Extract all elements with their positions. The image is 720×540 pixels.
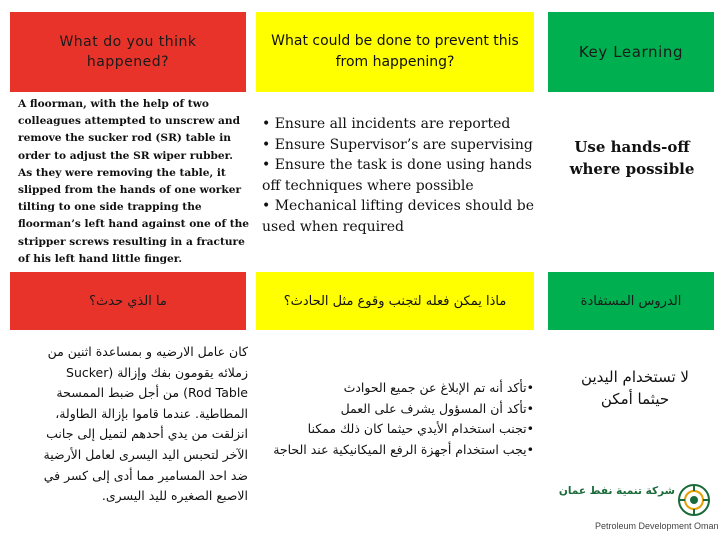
text-line: المطاطية. عندما قاموا بإزالة الطاولة، <box>55 405 248 421</box>
text-line: كان عامل الارضيه و بمساعدة اثنين من <box>47 344 248 359</box>
text-line: colleagues attempted to unscrew and <box>18 115 240 128</box>
text-line: الاصبع الصغيره لليد اليسرى. <box>101 488 248 504</box>
bullet-line: off techniques where possible <box>262 177 474 194</box>
bullet-line: used when required <box>262 218 405 235</box>
english-key-learning <box>552 136 712 180</box>
company-logo <box>558 479 719 537</box>
text-line: ضد احد المسامير مما أدى إلى كسر في <box>43 467 248 483</box>
header-what-happened <box>10 12 246 92</box>
learning-line: لا تستخدام اليدين <box>581 368 689 386</box>
bullet-line: • Ensure all incidents are reported <box>262 116 511 132</box>
text-line: Rod Table) من أجل ضبط الممسحة <box>56 385 248 401</box>
text-line: floorman’s left hand against one of the <box>18 218 250 231</box>
learning-line: حيثما أمكن <box>600 390 670 408</box>
header-prevention-label: What could be done to prevent this from happening? <box>271 33 519 70</box>
arabic-prevention-list <box>258 378 534 460</box>
learning-line: where possible <box>569 160 695 178</box>
english-prevention-list <box>262 114 534 237</box>
header-key-learning-arabic <box>548 272 714 330</box>
bullet-line: •تأكد أنه تم الإبلاغ عن جميع الحوادث <box>343 380 534 395</box>
header-what-happened-arabic-label: ما الذي حدث؟ <box>89 293 167 309</box>
text-line: tilting to one side trapping the <box>18 201 202 214</box>
text-line: زملائه يقومون بفك وإزالة (Sucker <box>66 364 248 380</box>
header-prevention-arabic <box>256 272 534 330</box>
header-key-learning-label: Key Learning <box>578 43 684 61</box>
bullet-line: • Ensure the task is done using hands <box>262 157 532 173</box>
pdo-emblem-icon <box>677 483 711 517</box>
bullet-line: • Mechanical lifting devices should be <box>262 198 534 214</box>
header-what-happened-label: What do you think happened? <box>59 34 197 70</box>
bullet-line: • Ensure Supervisor’s are supervising <box>262 136 533 153</box>
header-what-happened-arabic <box>10 272 246 330</box>
learning-line: Use hands-off <box>574 138 690 156</box>
header-prevention-arabic-label: ماذا يمكن فعله لتجنب وقوع مثل الحادث؟ <box>283 293 507 309</box>
text-line: الآخر لتحبس اليد اليسرى لعامل الأرضية <box>43 446 248 462</box>
header-key-learning <box>548 12 714 92</box>
text-line: stripper screws resulting in a fracture <box>18 235 245 248</box>
bullet-line: •تأكد أن المسؤول يشرف على العمل <box>340 400 534 416</box>
bullet-line: •يجب استخدام أجهزة الرفع الميكانيكية عند الحاجة <box>273 441 534 457</box>
text-line: order to adjust the SR wiper rubber. <box>18 149 233 162</box>
bullet-line: •تجنب استخدام الأيدي حيثما كان ذلك ممكنا <box>307 421 534 436</box>
english-happened-text <box>18 96 250 268</box>
arabic-key-learning <box>558 366 712 410</box>
text-line: slipped from the hands of one worker <box>18 184 242 197</box>
arabic-happened-text <box>14 342 248 507</box>
header-key-learning-arabic-label: الدروس المستفادة <box>580 293 682 309</box>
text-line: A floorman, with the help of two <box>18 98 209 110</box>
logo-name-english: Petroleum Development Oman <box>595 521 719 531</box>
text-line: of his left hand little finger. <box>18 252 183 265</box>
logo-name-arabic: شركة تنمية نفط عمان <box>558 485 675 497</box>
header-prevention <box>256 12 534 92</box>
text-line: انزلقت من يدي أحدهم لتميل إلى جانب <box>46 426 248 442</box>
text-line: As they were removing the table, it <box>18 166 226 179</box>
text-line: remove the sucker rod (SR) table in <box>18 132 231 145</box>
